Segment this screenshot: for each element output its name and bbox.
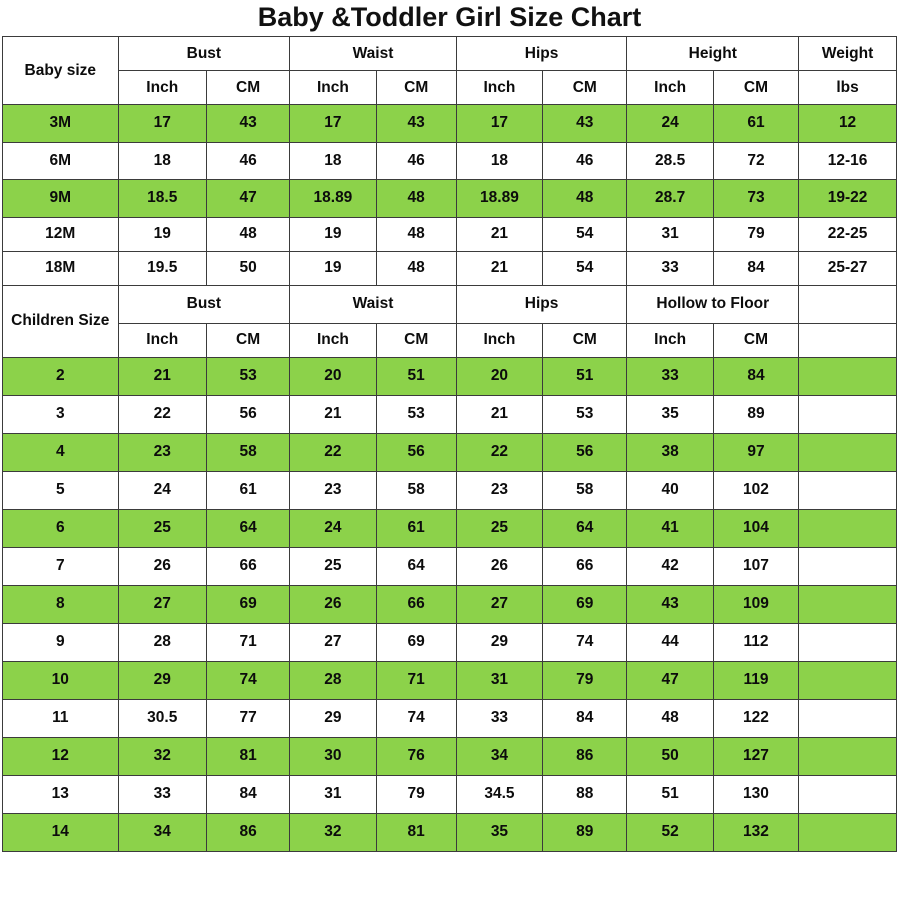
cell-bust-inch: 26	[118, 547, 206, 585]
empty-cell	[799, 547, 897, 585]
children-size-label: Children Size	[3, 285, 119, 357]
cell-height-cm: 79	[713, 217, 798, 251]
row-size: 8	[3, 585, 119, 623]
cell-hollow-inch: 43	[627, 585, 713, 623]
table-row	[3, 217, 897, 251]
baby-unit-weight-lbs: lbs	[799, 71, 897, 105]
cell-hollow-cm: 107	[713, 547, 798, 585]
cell-hips-inch: 23	[456, 471, 542, 509]
row-size: 9M	[3, 180, 119, 218]
cell-waist-inch: 25	[290, 547, 376, 585]
cell-bust-inch: 32	[118, 737, 206, 775]
cell-hollow-inch: 44	[627, 623, 713, 661]
cell-waist-cm: 61	[376, 509, 456, 547]
cell-hips-cm: 51	[543, 357, 627, 395]
cell-weight-lbs: 25-27	[799, 251, 897, 285]
cell-hips-inch: 20	[456, 357, 542, 395]
cell-waist-inch: 28	[290, 661, 376, 699]
row-size: 4	[3, 433, 119, 471]
cell-hips-inch: 33	[456, 699, 542, 737]
cell-hips-cm: 64	[543, 509, 627, 547]
cell-hollow-inch: 51	[627, 775, 713, 813]
cell-bust-inch: 18	[118, 142, 206, 180]
cell-waist-cm: 74	[376, 699, 456, 737]
cell-waist-inch: 21	[290, 395, 376, 433]
table-row	[3, 585, 897, 623]
baby-group-height: Height	[627, 37, 799, 71]
children-group-bust: Bust	[118, 285, 290, 323]
baby-group-bust: Bust	[118, 37, 290, 71]
row-size: 3M	[3, 105, 119, 143]
children-unit-hips-inch: Inch	[456, 323, 542, 357]
cell-hollow-inch: 52	[627, 813, 713, 851]
cell-bust-cm: 56	[206, 395, 289, 433]
cell-waist-inch: 23	[290, 471, 376, 509]
table-row	[3, 433, 897, 471]
cell-waist-inch: 26	[290, 585, 376, 623]
cell-waist-inch: 31	[290, 775, 376, 813]
cell-bust-cm: 86	[206, 813, 289, 851]
cell-waist-inch: 18	[290, 142, 376, 180]
cell-waist-cm: 53	[376, 395, 456, 433]
cell-bust-inch: 22	[118, 395, 206, 433]
table-row	[3, 180, 897, 218]
cell-weight-lbs: 22-25	[799, 217, 897, 251]
cell-bust-inch: 21	[118, 357, 206, 395]
baby-unit-hips-cm: CM	[543, 71, 627, 105]
cell-hips-cm: 43	[543, 105, 627, 143]
cell-bust-cm: 48	[206, 217, 289, 251]
empty-cell	[799, 357, 897, 395]
cell-hips-cm: 46	[543, 142, 627, 180]
children-unit-hollow-inch: Inch	[627, 323, 713, 357]
cell-waist-cm: 66	[376, 585, 456, 623]
cell-hips-cm: 66	[543, 547, 627, 585]
cell-bust-inch: 27	[118, 585, 206, 623]
cell-hollow-cm: 127	[713, 737, 798, 775]
cell-waist-inch: 19	[290, 251, 376, 285]
row-size: 6	[3, 509, 119, 547]
cell-bust-cm: 81	[206, 737, 289, 775]
baby-group-hips: Hips	[456, 37, 627, 71]
row-size: 13	[3, 775, 119, 813]
children-unit-hollow-cm: CM	[713, 323, 798, 357]
cell-hips-cm: 56	[543, 433, 627, 471]
baby-group-waist: Waist	[290, 37, 457, 71]
cell-bust-cm: 47	[206, 180, 289, 218]
row-size: 7	[3, 547, 119, 585]
baby-unit-hips-inch: Inch	[456, 71, 542, 105]
cell-waist-cm: 48	[376, 217, 456, 251]
cell-hollow-cm: 89	[713, 395, 798, 433]
cell-bust-inch: 24	[118, 471, 206, 509]
children-group-waist: Waist	[290, 285, 457, 323]
row-size: 10	[3, 661, 119, 699]
children-group-hollow-to-floor: Hollow to Floor	[627, 285, 799, 323]
cell-bust-cm: 53	[206, 357, 289, 395]
children-group-header-row	[3, 285, 897, 323]
cell-hips-inch: 27	[456, 585, 542, 623]
cell-waist-inch: 30	[290, 737, 376, 775]
table-row	[3, 509, 897, 547]
cell-waist-cm: 58	[376, 471, 456, 509]
baby-unit-header-row	[3, 71, 897, 105]
cell-bust-cm: 46	[206, 142, 289, 180]
table-row	[3, 737, 897, 775]
row-size: 6M	[3, 142, 119, 180]
cell-bust-cm: 58	[206, 433, 289, 471]
cell-hollow-cm: 132	[713, 813, 798, 851]
empty-cell	[799, 585, 897, 623]
children-unit-bust-cm: CM	[206, 323, 289, 357]
children-unit-header-row	[3, 323, 897, 357]
table-row	[3, 357, 897, 395]
cell-bust-inch: 23	[118, 433, 206, 471]
empty-cell	[799, 813, 897, 851]
cell-hips-cm: 89	[543, 813, 627, 851]
empty-cell	[799, 661, 897, 699]
empty-cell	[799, 285, 897, 323]
cell-bust-inch: 34	[118, 813, 206, 851]
cell-hollow-inch: 33	[627, 357, 713, 395]
row-size: 9	[3, 623, 119, 661]
row-size: 2	[3, 357, 119, 395]
cell-waist-inch: 24	[290, 509, 376, 547]
table-row	[3, 547, 897, 585]
cell-waist-cm: 64	[376, 547, 456, 585]
cell-height-cm: 72	[713, 142, 798, 180]
empty-cell	[799, 737, 897, 775]
cell-weight-lbs: 12-16	[799, 142, 897, 180]
table-row	[3, 105, 897, 143]
table-row	[3, 142, 897, 180]
cell-bust-cm: 84	[206, 775, 289, 813]
cell-hips-cm: 79	[543, 661, 627, 699]
cell-height-inch: 24	[627, 105, 713, 143]
cell-bust-inch: 30.5	[118, 699, 206, 737]
cell-hips-inch: 22	[456, 433, 542, 471]
cell-height-cm: 73	[713, 180, 798, 218]
cell-height-inch: 28.5	[627, 142, 713, 180]
cell-bust-cm: 77	[206, 699, 289, 737]
cell-hollow-inch: 50	[627, 737, 713, 775]
children-unit-waist-cm: CM	[376, 323, 456, 357]
table-row	[3, 471, 897, 509]
cell-waist-cm: 71	[376, 661, 456, 699]
cell-waist-cm: 48	[376, 180, 456, 218]
table-row	[3, 251, 897, 285]
cell-hollow-inch: 35	[627, 395, 713, 433]
cell-hips-inch: 26	[456, 547, 542, 585]
cell-bust-cm: 64	[206, 509, 289, 547]
cell-hips-cm: 58	[543, 471, 627, 509]
empty-cell	[799, 471, 897, 509]
cell-waist-cm: 46	[376, 142, 456, 180]
row-size: 14	[3, 813, 119, 851]
cell-waist-inch: 32	[290, 813, 376, 851]
cell-hips-inch: 21	[456, 251, 542, 285]
cell-height-inch: 33	[627, 251, 713, 285]
cell-waist-inch: 18.89	[290, 180, 376, 218]
cell-height-inch: 28.7	[627, 180, 713, 218]
baby-unit-waist-inch: Inch	[290, 71, 376, 105]
cell-bust-cm: 74	[206, 661, 289, 699]
cell-waist-inch: 29	[290, 699, 376, 737]
cell-waist-cm: 43	[376, 105, 456, 143]
cell-waist-inch: 19	[290, 217, 376, 251]
cell-hollow-inch: 38	[627, 433, 713, 471]
cell-bust-inch: 33	[118, 775, 206, 813]
table-row	[3, 661, 897, 699]
baby-unit-waist-cm: CM	[376, 71, 456, 105]
cell-bust-cm: 71	[206, 623, 289, 661]
cell-hips-inch: 29	[456, 623, 542, 661]
cell-hips-inch: 25	[456, 509, 542, 547]
cell-hollow-inch: 41	[627, 509, 713, 547]
cell-bust-inch: 28	[118, 623, 206, 661]
cell-hips-inch: 18	[456, 142, 542, 180]
empty-cell	[799, 323, 897, 357]
cell-hollow-cm: 122	[713, 699, 798, 737]
cell-hips-cm: 53	[543, 395, 627, 433]
cell-bust-inch: 19.5	[118, 251, 206, 285]
row-size: 18M	[3, 251, 119, 285]
cell-bust-inch: 17	[118, 105, 206, 143]
row-size: 12M	[3, 217, 119, 251]
cell-hollow-cm: 104	[713, 509, 798, 547]
children-unit-hips-cm: CM	[543, 323, 627, 357]
size-chart-table	[2, 36, 897, 852]
cell-bust-inch: 25	[118, 509, 206, 547]
cell-waist-cm: 56	[376, 433, 456, 471]
cell-waist-inch: 22	[290, 433, 376, 471]
cell-bust-inch: 29	[118, 661, 206, 699]
empty-cell	[799, 509, 897, 547]
row-size: 3	[3, 395, 119, 433]
row-size: 12	[3, 737, 119, 775]
table-row	[3, 623, 897, 661]
cell-bust-inch: 19	[118, 217, 206, 251]
baby-group-header-row	[3, 37, 897, 71]
baby-unit-height-inch: Inch	[627, 71, 713, 105]
cell-waist-inch: 20	[290, 357, 376, 395]
cell-weight-lbs: 12	[799, 105, 897, 143]
children-group-hips: Hips	[456, 285, 627, 323]
baby-group-weight: Weight	[799, 37, 897, 71]
cell-waist-cm: 51	[376, 357, 456, 395]
cell-hips-inch: 21	[456, 395, 542, 433]
cell-bust-inch: 18.5	[118, 180, 206, 218]
children-unit-bust-inch: Inch	[118, 323, 206, 357]
cell-hips-cm: 54	[543, 251, 627, 285]
cell-bust-cm: 66	[206, 547, 289, 585]
cell-hollow-cm: 102	[713, 471, 798, 509]
cell-hollow-inch: 40	[627, 471, 713, 509]
cell-hollow-inch: 42	[627, 547, 713, 585]
cell-hips-cm: 88	[543, 775, 627, 813]
table-row	[3, 775, 897, 813]
baby-unit-height-cm: CM	[713, 71, 798, 105]
cell-bust-cm: 61	[206, 471, 289, 509]
row-size: 11	[3, 699, 119, 737]
table-row	[3, 395, 897, 433]
baby-size-label: Baby size	[3, 37, 119, 105]
row-size: 5	[3, 471, 119, 509]
baby-unit-bust-cm: CM	[206, 71, 289, 105]
cell-hollow-inch: 47	[627, 661, 713, 699]
cell-hips-inch: 34.5	[456, 775, 542, 813]
cell-height-cm: 61	[713, 105, 798, 143]
cell-waist-inch: 17	[290, 105, 376, 143]
children-unit-waist-inch: Inch	[290, 323, 376, 357]
cell-hips-cm: 84	[543, 699, 627, 737]
cell-hollow-cm: 109	[713, 585, 798, 623]
empty-cell	[799, 775, 897, 813]
page-title: Baby &Toddler Girl Size Chart	[257, 2, 642, 32]
cell-waist-inch: 27	[290, 623, 376, 661]
cell-hollow-cm: 84	[713, 357, 798, 395]
cell-bust-cm: 43	[206, 105, 289, 143]
cell-waist-cm: 69	[376, 623, 456, 661]
cell-hips-cm: 69	[543, 585, 627, 623]
empty-cell	[799, 623, 897, 661]
cell-waist-cm: 48	[376, 251, 456, 285]
cell-hips-inch: 31	[456, 661, 542, 699]
cell-hips-cm: 74	[543, 623, 627, 661]
cell-hips-inch: 34	[456, 737, 542, 775]
cell-hips-inch: 35	[456, 813, 542, 851]
cell-hollow-cm: 119	[713, 661, 798, 699]
cell-waist-cm: 79	[376, 775, 456, 813]
cell-waist-cm: 81	[376, 813, 456, 851]
cell-hollow-inch: 48	[627, 699, 713, 737]
table-row	[3, 699, 897, 737]
cell-waist-cm: 76	[376, 737, 456, 775]
empty-cell	[799, 699, 897, 737]
cell-hollow-cm: 97	[713, 433, 798, 471]
cell-hollow-cm: 112	[713, 623, 798, 661]
cell-hips-inch: 21	[456, 217, 542, 251]
cell-hollow-cm: 130	[713, 775, 798, 813]
cell-hips-cm: 48	[543, 180, 627, 218]
cell-bust-cm: 50	[206, 251, 289, 285]
cell-bust-cm: 69	[206, 585, 289, 623]
baby-unit-bust-inch: Inch	[118, 71, 206, 105]
empty-cell	[799, 395, 897, 433]
cell-hips-inch: 18.89	[456, 180, 542, 218]
empty-cell	[799, 433, 897, 471]
cell-height-inch: 31	[627, 217, 713, 251]
cell-hips-inch: 17	[456, 105, 542, 143]
table-row	[3, 813, 897, 851]
cell-hips-cm: 86	[543, 737, 627, 775]
cell-hips-cm: 54	[543, 217, 627, 251]
cell-weight-lbs: 19-22	[799, 180, 897, 218]
cell-height-cm: 84	[713, 251, 798, 285]
